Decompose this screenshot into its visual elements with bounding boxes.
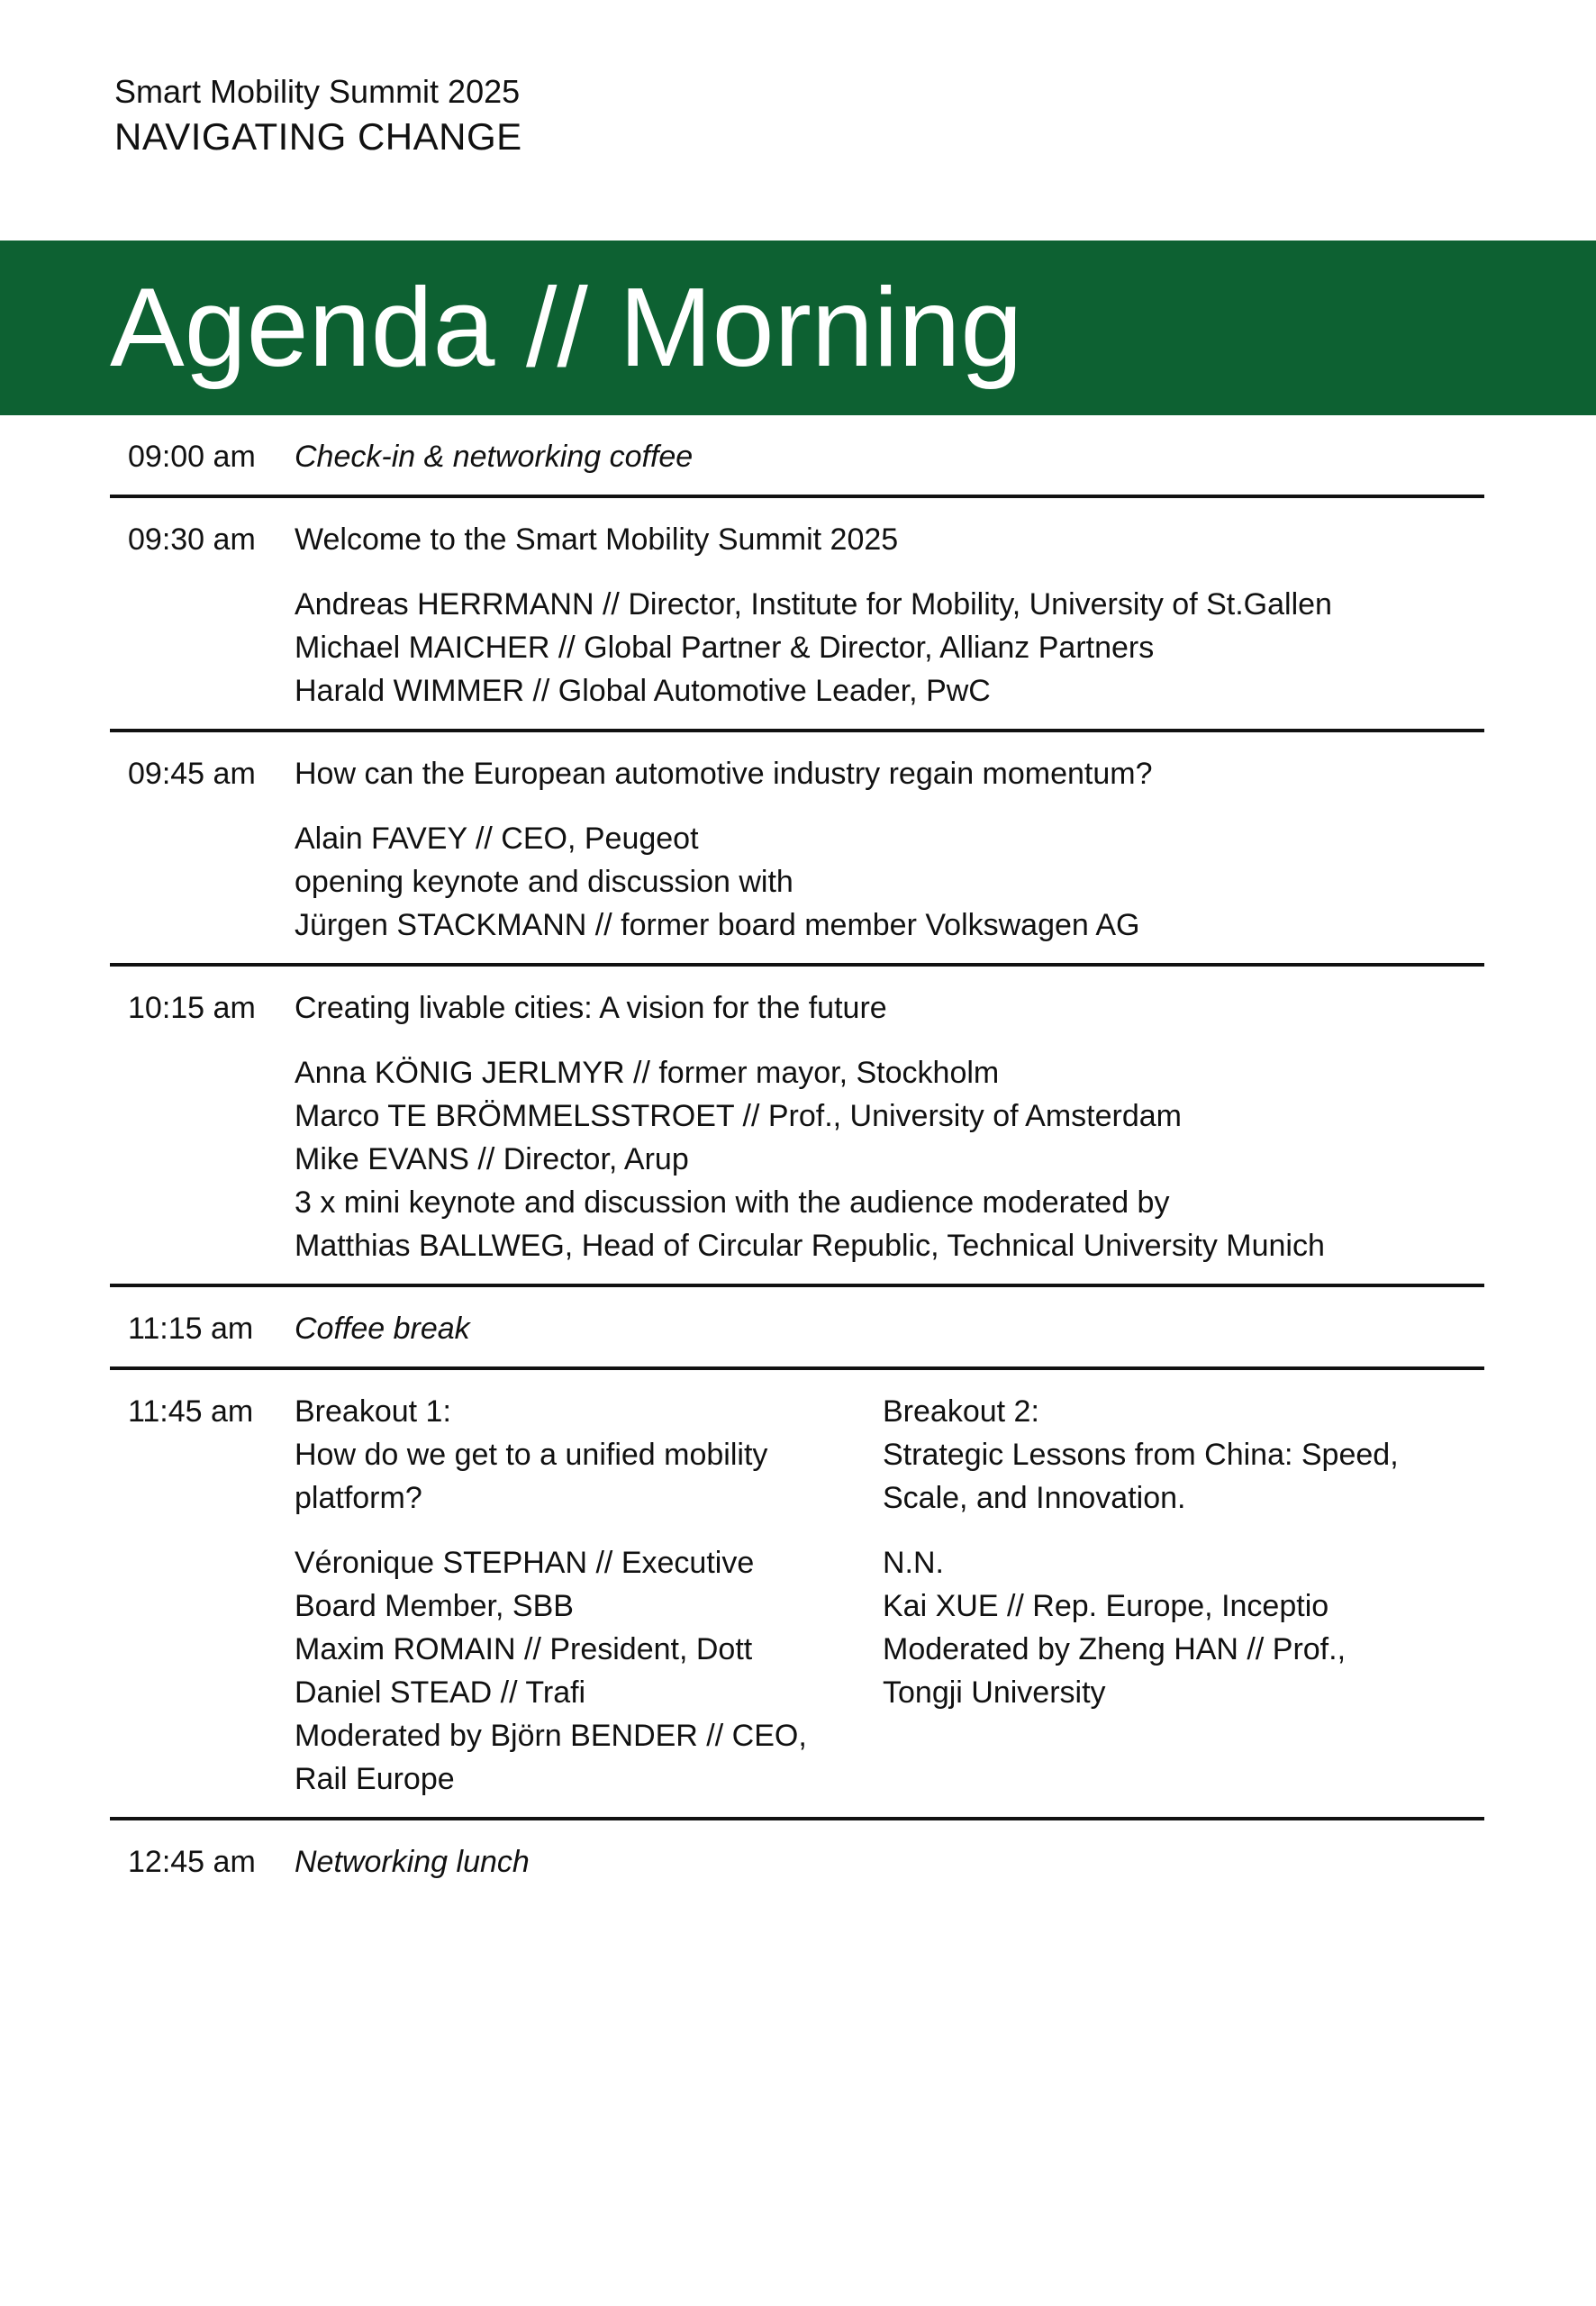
speaker-line: Maxim ROMAIN // President, Dott — [295, 1632, 753, 1666]
speaker-list — [295, 1051, 1484, 1267]
agenda-time: 10:15 am — [128, 991, 256, 1025]
title-band — [0, 241, 1596, 415]
agenda-item — [110, 963, 1484, 1284]
agenda-content — [295, 1840, 1484, 1884]
page-header — [114, 72, 522, 162]
agenda-content — [295, 435, 1484, 478]
speaker-line: Kai XUE // Rep. Europe, Inceptio — [883, 1589, 1329, 1623]
agenda-content — [295, 752, 1484, 947]
speaker-list — [295, 583, 1484, 713]
speaker-line: Harald WIMMER // Global Automotive Leader, PwC — [295, 674, 991, 708]
breakout-heading-line: Breakout 2: — [883, 1394, 1039, 1429]
breakout-2 — [883, 1390, 1484, 1801]
speaker-line: Daniel STEAD // Trafi — [295, 1675, 586, 1710]
speaker-line: Rail Europe — [295, 1762, 455, 1796]
agenda-item — [110, 1366, 1484, 1817]
agenda-content — [295, 518, 1484, 713]
speaker-line: Marco TE BRÖMMELSSTROET // Prof., University of Amsterdam — [295, 1099, 1182, 1133]
breakout-heading-line: Breakout 1: — [295, 1394, 451, 1429]
breakout-heading-line: Strategic Lessons from China: Speed, — [883, 1438, 1399, 1472]
breakout-heading — [883, 1390, 1484, 1520]
agenda-time: 12:45 am — [128, 1845, 256, 1879]
agenda-time: 09:45 am — [128, 757, 256, 791]
speaker-line: Anna KÖNIG JERLMYR // former mayor, Stockholm — [295, 1056, 1000, 1090]
summit-tagline: NAVIGATING CHANGE — [114, 115, 522, 158]
breakout-heading-line: platform? — [295, 1481, 422, 1515]
agenda-item — [110, 415, 1484, 495]
agenda-content — [295, 986, 1484, 1267]
speaker-line: Mike EVANS // Director, Arup — [295, 1142, 689, 1176]
speaker-line: Moderated by Zheng HAN // Prof., — [883, 1632, 1347, 1666]
agenda-list — [110, 415, 1484, 1900]
speaker-line: Matthias BALLWEG, Head of Circular Republic, Technical University Munich — [295, 1229, 1325, 1263]
agenda-title: Networking lunch — [295, 1845, 530, 1879]
agenda-time: 11:45 am — [128, 1394, 254, 1429]
breakout-sessions — [295, 1390, 1484, 1801]
agenda-time: 09:30 am — [128, 522, 256, 557]
speaker-line: Board Member, SBB — [295, 1589, 574, 1623]
agenda-time: 09:00 am — [128, 440, 256, 474]
agenda-time: 11:15 am — [128, 1312, 254, 1346]
speaker-line: Jürgen STACKMANN // former board member Volkswagen AG — [295, 908, 1140, 942]
speaker-list — [295, 1541, 883, 1801]
speaker-line: Moderated by Björn BENDER // CEO, — [295, 1719, 807, 1753]
agenda-title: How can the European automotive industry regain momentum? — [295, 757, 1153, 791]
agenda-title: Welcome to the Smart Mobility Summit 2025 — [295, 522, 899, 557]
breakout-1 — [295, 1390, 883, 1801]
agenda-item — [110, 1284, 1484, 1366]
speaker-line: Véronique STEPHAN // Executive — [295, 1546, 755, 1580]
agenda-item — [110, 729, 1484, 963]
agenda-content — [295, 1307, 1484, 1350]
speaker-list — [295, 817, 1484, 947]
breakout-heading-line: How do we get to a unified mobility — [295, 1438, 768, 1472]
agenda-item — [110, 1817, 1484, 1900]
page-title: Agenda // Morning — [110, 266, 1023, 390]
speaker-list — [883, 1541, 1484, 1714]
speaker-line: Andreas HERRMANN // Director, Institute for Mobility, University of St.Gallen — [295, 587, 1332, 622]
agenda-title: Check-in & networking coffee — [295, 440, 694, 474]
speaker-line: Tongji University — [883, 1675, 1106, 1710]
speaker-line: Michael MAICHER // Global Partner & Director, Allianz Partners — [295, 631, 1155, 665]
speaker-line: Alain FAVEY // CEO, Peugeot — [295, 822, 699, 856]
speaker-line: opening keynote and discussion with — [295, 865, 793, 899]
speaker-line: N.N. — [883, 1546, 944, 1580]
breakout-heading-line: Scale, and Innovation. — [883, 1481, 1186, 1515]
agenda-title: Coffee break — [295, 1312, 470, 1346]
agenda-item — [110, 495, 1484, 729]
breakout-heading — [295, 1390, 883, 1520]
agenda-title: Creating livable cities: A vision for the future — [295, 991, 887, 1025]
speaker-line: 3 x mini keynote and discussion with the audience moderated by — [295, 1185, 1170, 1220]
summit-name: Smart Mobility Summit 2025 — [114, 73, 521, 110]
